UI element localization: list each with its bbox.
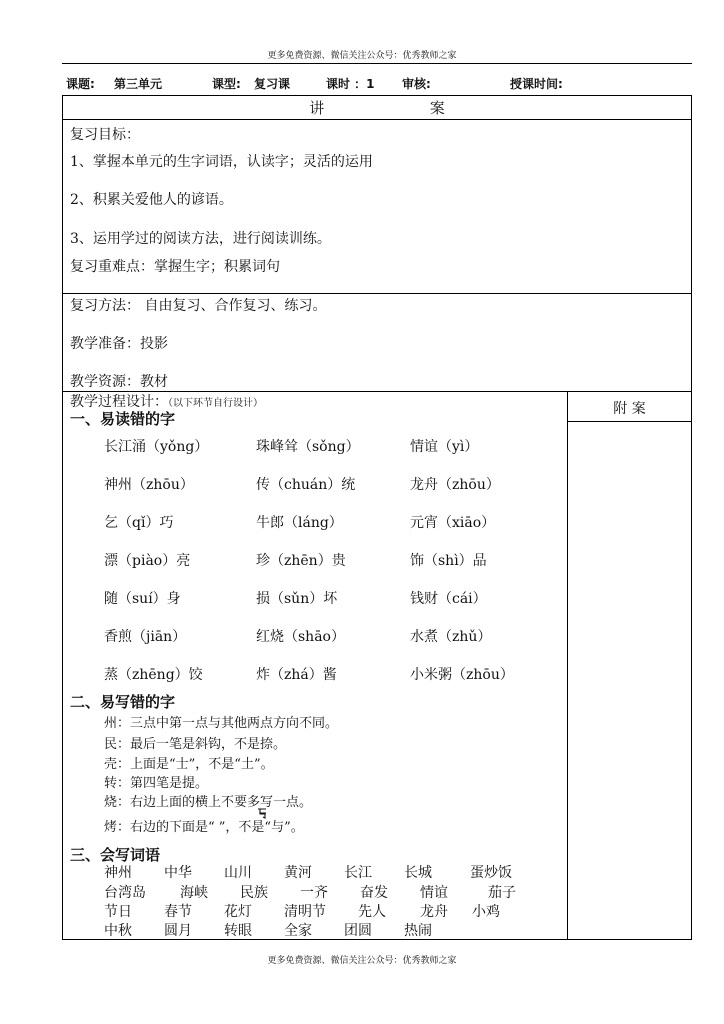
vocab-word: 茄子	[488, 885, 516, 901]
vocab-word: 中秋	[104, 923, 132, 939]
pinyin-item: 漂（piào）亮	[104, 553, 191, 569]
pinyin-item: 牛郎（láng）	[256, 515, 343, 531]
process-heading-text: 教学过程设计：	[70, 394, 168, 410]
vocab-word: 民族	[240, 885, 268, 901]
appendix-divider	[567, 421, 692, 422]
objectives-heading: 复习目标：	[70, 127, 140, 143]
writing-note: 转：第四笔是提。	[104, 776, 209, 791]
vocab-word: 清明节	[284, 904, 326, 920]
pinyin-item: 珠峰耸（sǒng）	[256, 439, 360, 455]
pinyin-item: 随（suí）身	[104, 591, 181, 607]
vocab-word: 一齐	[300, 885, 328, 901]
objective-2: 2、积累关爱他人的谚语。	[70, 192, 233, 208]
writing-note: 壳：上面是“士”，不是“土”。	[104, 757, 274, 772]
pinyin-item: 神州（zhōu）	[104, 477, 194, 493]
top-rule	[62, 63, 692, 64]
vocab-word: 山川	[224, 865, 252, 881]
lesson-title	[62, 95, 692, 120]
vocab-word: 热闹	[404, 923, 432, 939]
vocab-word: 先人	[358, 904, 386, 920]
pinyin-item: 饰（shì）品	[410, 553, 487, 569]
vocab-word: 春节	[164, 904, 192, 920]
vocab-word: 情谊	[420, 885, 448, 901]
pinyin-item: 龙舟（zhōu）	[410, 477, 500, 493]
vocab-word: 团圆	[344, 923, 372, 939]
appendix-cell	[567, 391, 692, 940]
vocab-word: 节日	[104, 904, 132, 920]
pinyin-item: 长江涌（yǒng）	[104, 439, 209, 455]
type-value: 复习课	[254, 77, 291, 91]
pinyin-item: 损（sǔn）坏	[256, 591, 338, 607]
writing-note: 州：三点中第一点与其他两点方向不同。	[104, 716, 339, 731]
objective-1: 1、掌握本单元的生字词语，认读字；灵活的运用	[70, 154, 373, 170]
topic-label: 课题:	[66, 77, 95, 91]
vocab-word: 小鸡	[472, 904, 500, 920]
writing-note: 烧：右边上面的横上不要多写一点。	[104, 795, 313, 810]
writing-note: 烤：右边的下面是“ ”，不是“与”。	[104, 820, 304, 835]
stroke-glyph-icon	[256, 806, 268, 820]
writing-note: 民：最后一笔是斜钩，不是捺。	[104, 737, 287, 752]
type-label: 课型:	[212, 77, 241, 91]
vocab-word: 全家	[284, 923, 312, 939]
vocab-word: 转眼	[224, 923, 252, 939]
time-label: 授课时间:	[510, 77, 563, 91]
pinyin-item: 元宵（xiāo）	[410, 515, 496, 531]
vocab-word: 奋发	[360, 885, 388, 901]
pinyin-item: 传（chuán）统	[256, 477, 356, 493]
pinyin-item: 情谊（yì）	[410, 439, 479, 455]
pinyin-item: 小米粥（zhōu）	[410, 667, 514, 683]
teaching-prep: 教学准备：投影	[70, 336, 168, 352]
top-note: 更多免费资源、微信关注公众号：优秀教师之家	[267, 51, 457, 61]
vocab-word: 海峡	[180, 885, 208, 901]
review-label: 审核:	[402, 77, 431, 91]
objective-3: 3、运用学过的阅读方法，进行阅读训练。	[70, 231, 331, 247]
pinyin-item: 水煮（zhǔ）	[410, 629, 492, 645]
vocab-word: 蛋炒饭	[470, 865, 512, 881]
section1-title: 一、易读错的字	[70, 410, 176, 428]
lesson-title-b: 案	[429, 99, 445, 117]
pinyin-item: 钱财（cái）	[410, 591, 487, 607]
vocab-word: 黄河	[284, 865, 312, 881]
vocab-word: 龙舟	[420, 904, 448, 920]
pinyin-item: 香煎（jiān）	[104, 629, 187, 645]
section3-title: 三、会写词语	[70, 846, 161, 864]
pinyin-item: 炸（zhá）酱	[256, 667, 337, 683]
key-points: 复习重难点：掌握生字；积累词句	[70, 259, 280, 275]
vocab-word: 中华	[164, 865, 192, 881]
footer-note: 更多免费资源、微信关注公众号：优秀教师之家	[267, 956, 457, 966]
process-heading-note: （以下环节自行设计）	[168, 398, 263, 409]
vocab-word: 花灯	[224, 904, 252, 920]
hours-label: 课时 ：1	[326, 77, 375, 91]
topic-value: 第三单元	[114, 77, 163, 91]
review-method: 复习方法： 自由复习、合作复习、练习。	[70, 298, 327, 314]
lesson-title-a: 讲	[309, 99, 325, 117]
pinyin-item: 乞（qǐ）巧	[104, 515, 174, 531]
pinyin-item: 珍（zhēn）贵	[256, 553, 346, 569]
appendix-label: 附 案	[613, 401, 646, 417]
pinyin-item: 蒸（zhēng）饺	[104, 667, 203, 683]
teaching-resources: 教学资源：教材	[70, 374, 168, 390]
pinyin-item: 红烧（shāo）	[256, 629, 345, 645]
vocab-word: 圆月	[164, 923, 192, 939]
vocab-word: 神州	[104, 865, 132, 881]
vocab-word: 长城	[404, 865, 432, 881]
section2-title: 二、易写错的字	[70, 693, 176, 711]
vocab-word: 长江	[344, 865, 372, 881]
vocab-word: 台湾岛	[104, 885, 146, 901]
